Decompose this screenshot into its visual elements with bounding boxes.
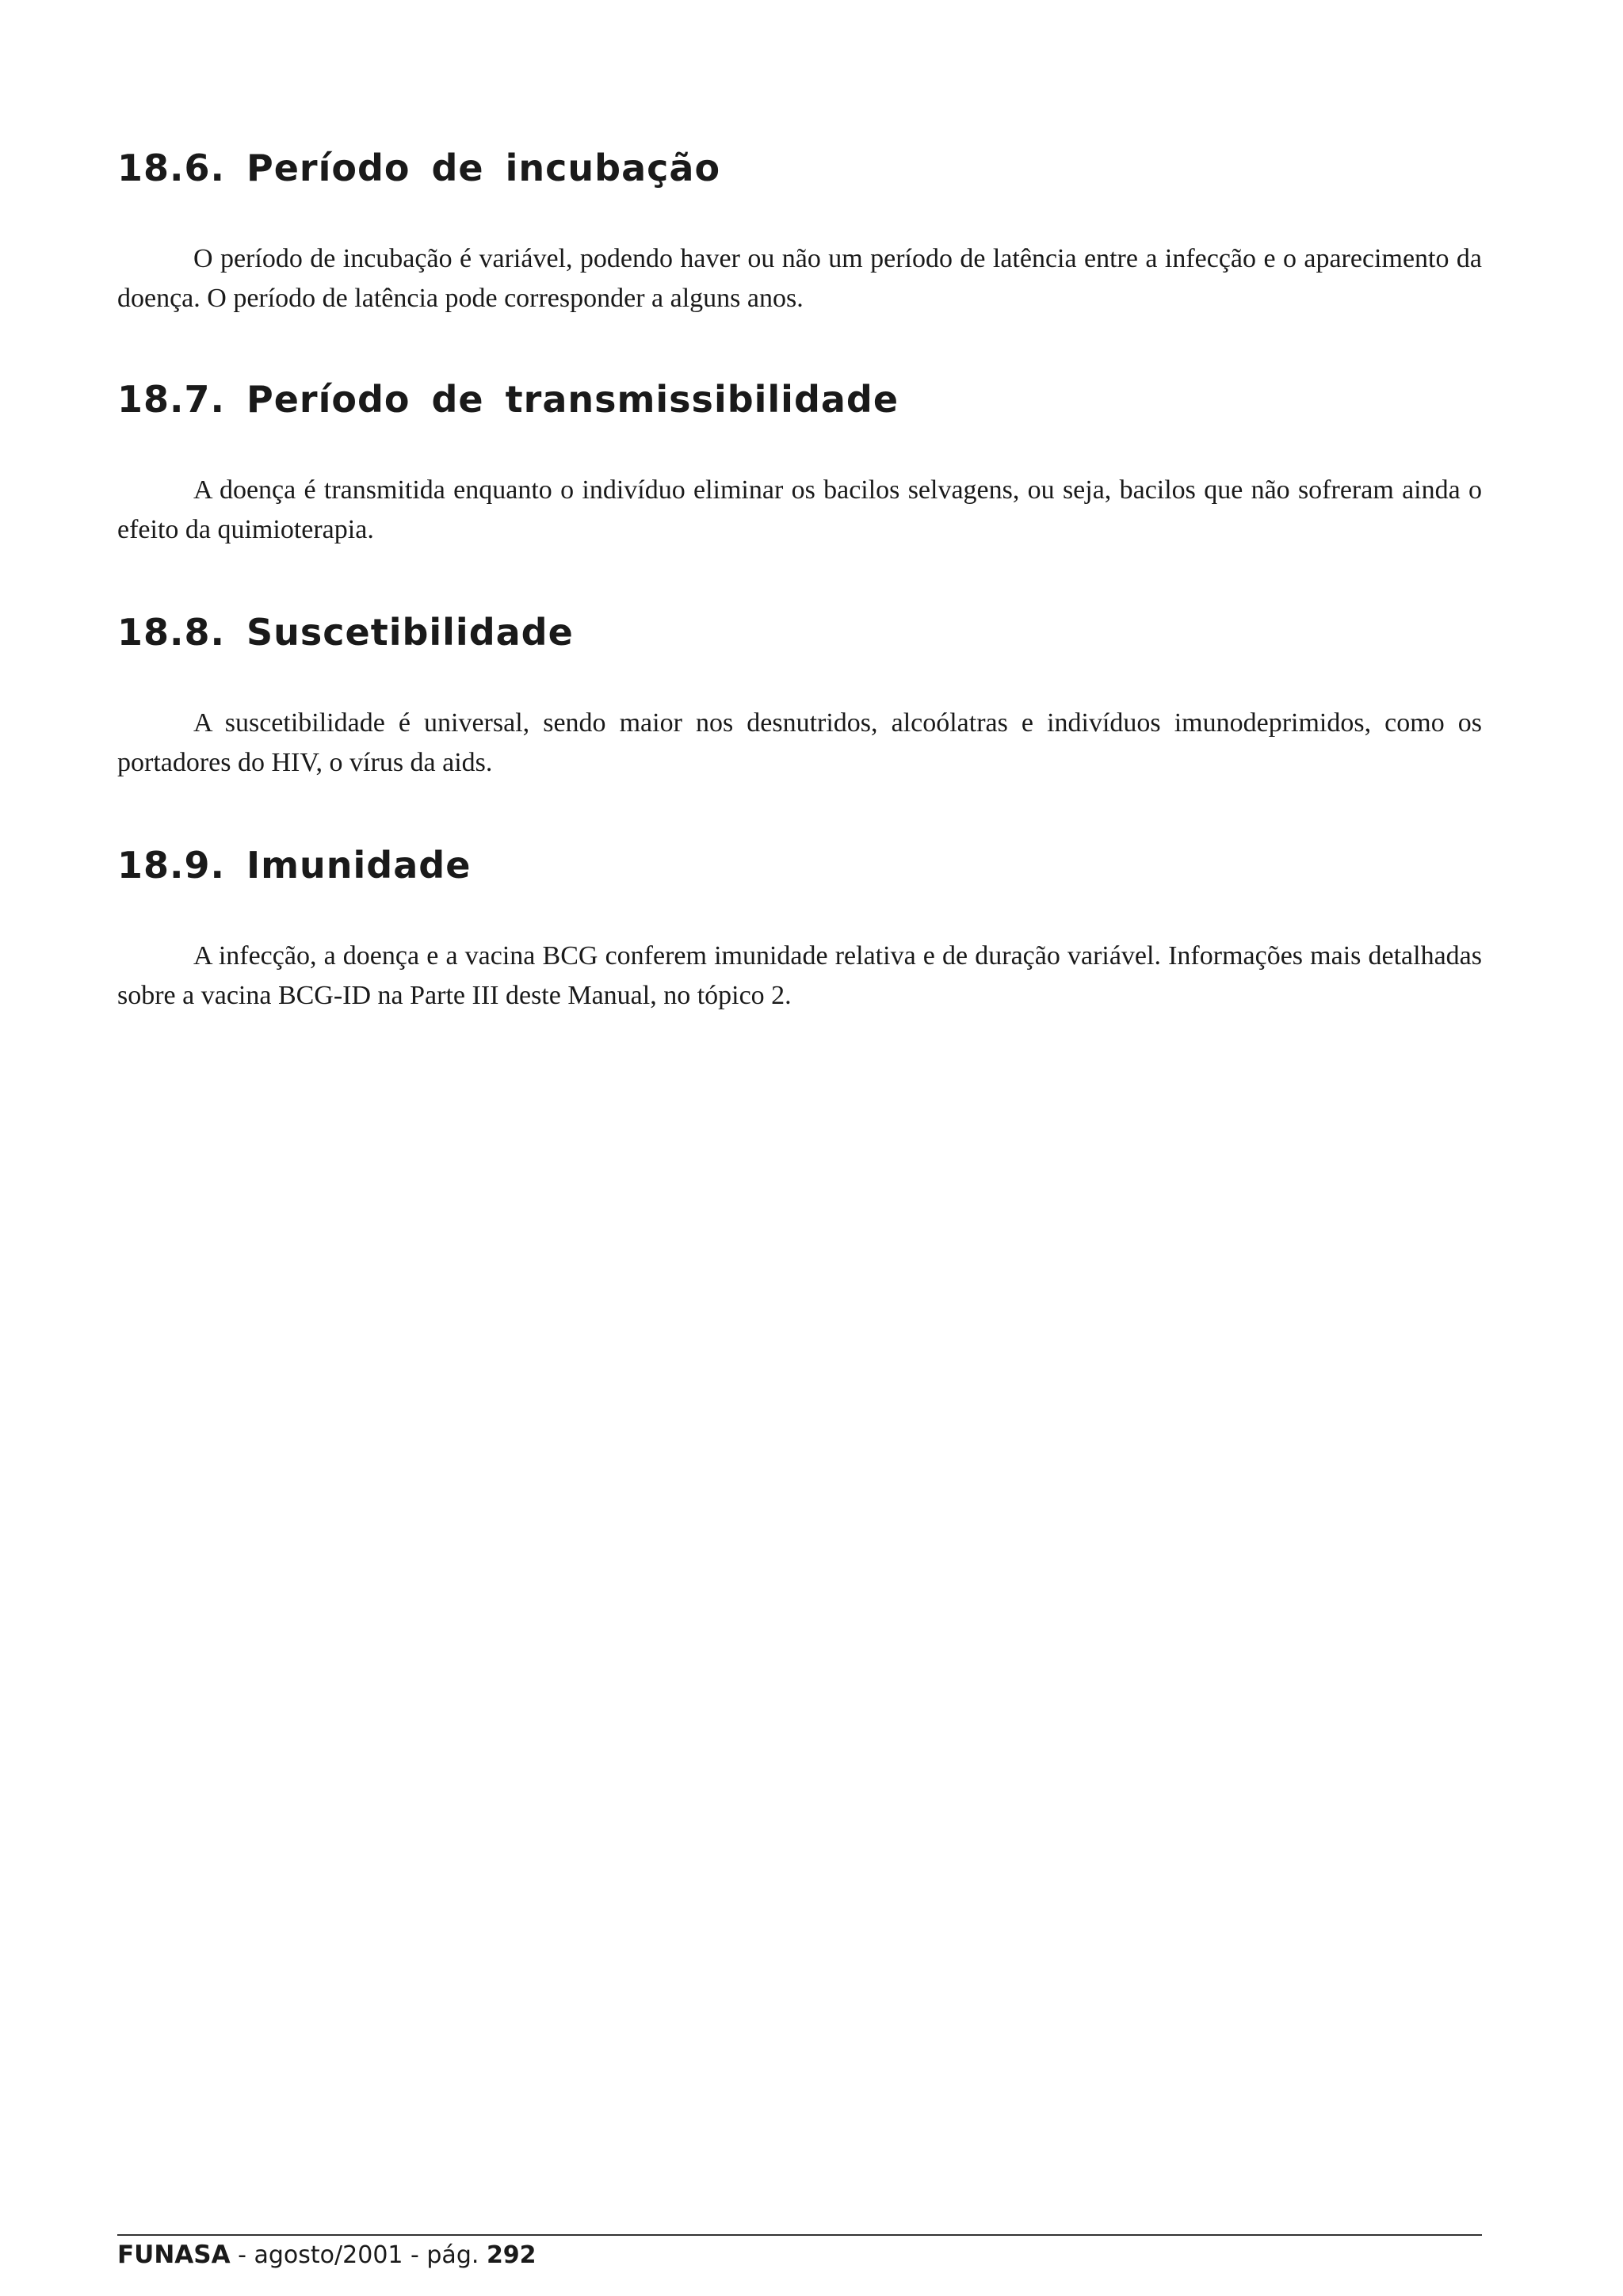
section-heading: 18.8. Suscetibilidade (117, 611, 574, 654)
section-incubation-period (117, 146, 1482, 318)
section-transmissibility-period (117, 377, 1482, 550)
section-heading: 18.6. Período de incubação (117, 147, 721, 189)
footer-date: - agosto/2001 - pág. (230, 2241, 487, 2269)
footer-divider (117, 2234, 1482, 2236)
section-susceptibility (117, 610, 1482, 783)
section-heading: 18.7. Período de transmissibilidade (117, 378, 899, 421)
footer-brand: FUNASA (117, 2241, 231, 2269)
section-paragraph: A doença é transmitida enquanto o indivíduo eliminar os bacilos selvagens, ou seja, bacilos que não sofreram ainda o efeito da quimioterapia. (117, 475, 1482, 544)
section-paragraph: A suscetibilidade é universal, sendo maior nos desnutridos, alcoólatras e indivíduos imunodeprimidos, como os portadores do HIV, o vírus da aids. (117, 708, 1482, 777)
section-paragraph: A infecção, a doença e a vacina BCG conferem imunidade relativa e de duração variável. Informações mais detalhadas sobre a vacina BCG-ID na Parte III deste Manual, no tópico 2. (117, 941, 1482, 1010)
section-paragraph: O período de incubação é variável, podendo haver ou não um período de latência entre a infecção e o aparecimento da doença. O período de latência pode corresponder a alguns anos. (117, 244, 1482, 313)
footer-page-number: 292 (486, 2241, 537, 2269)
page-footer (117, 2239, 537, 2271)
section-heading: 18.9. Imunidade (117, 844, 472, 887)
section-immunity (117, 843, 1482, 1016)
